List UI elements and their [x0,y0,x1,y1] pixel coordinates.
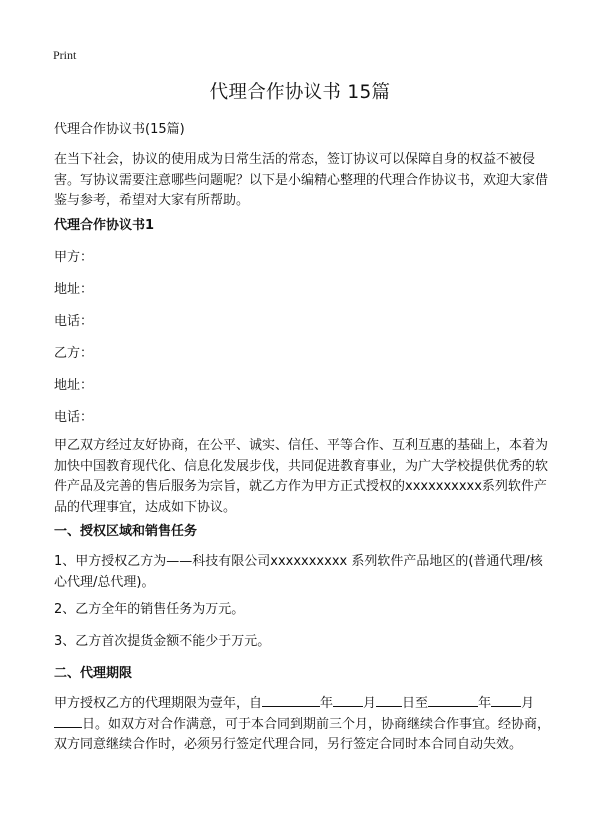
blank-month-end[interactable] [491,694,521,707]
clause-2: 2、乙方全年的销售任务为万元。 [54,602,245,617]
term-paragraph [54,694,550,756]
clause-1: 1、甲方授权乙方为——科技有限公司xxxxxxxxxx 系列软件产品地区的(普通代理/核心代理/总代理)。 [54,554,543,590]
blank-year-end[interactable] [428,694,478,707]
phone-a-label: 电话： [54,314,94,329]
term-text-start: 甲方授权乙方的代理期限为壹年，自 [54,696,263,711]
term-year-2: 年 [478,696,492,711]
document-title: 代理合作协议书 15篇 [209,82,391,103]
party-b-label: 乙方： [54,346,94,361]
document-subtitle: 代理合作协议书(15篇) [54,122,185,137]
blank-year-start[interactable] [262,694,320,707]
heading-authorization: 一、授权区域和销售任务 [54,524,198,539]
term-day-to: 日至 [402,696,429,711]
phone-b-label: 电话： [54,410,94,425]
clause-3: 3、乙方首次提货金额不能少于万元。 [54,634,271,649]
blank-day-end[interactable] [54,715,82,728]
address-b-label: 地址： [54,378,94,393]
blank-day-start[interactable] [376,694,402,707]
preamble-paragraph: 甲乙双方经过友好协商，在公平、诚实、信任、平等合作、互利互惠的基础上，本着为加快中国教育现代化、信息化发展步伐，共同促进教育事业，为广大学校提供优秀的软件产品及完善的售后服务为宗旨，就乙方作为甲方正式授权的xxxxxxxxxx系列软件产品的代理事宜，达成如下协议。 [54,438,549,515]
intro-paragraph: 在当下社会，协议的使用成为日常生活的常态，签订协议可以保障自身的权益不被侵害。写协议需要注意哪些问题呢？以下是小编精心整理的代理合作协议书，欢迎大家借鉴与参考，希望对大家有所帮助。 [54,152,549,208]
blank-month-start[interactable] [333,694,363,707]
print-label[interactable]: Print [53,48,77,62]
term-text-end: 日。如双方对合作满意，可于本合同到期前三个月，协商继续合作事宜。经协商，双方同意继续合作时，必须另行签定代理合同，另行签定合同时本合同自动失效。 [54,716,551,752]
term-month-2: 月 [521,696,535,711]
term-year-1: 年 [320,696,334,711]
party-a-label: 甲方： [54,250,94,265]
heading-term: 二、代理期限 [54,666,133,681]
section-heading: 代理合作协议书1 [54,218,155,233]
address-a-label: 地址： [54,282,94,297]
term-month-1: 月 [363,696,377,711]
